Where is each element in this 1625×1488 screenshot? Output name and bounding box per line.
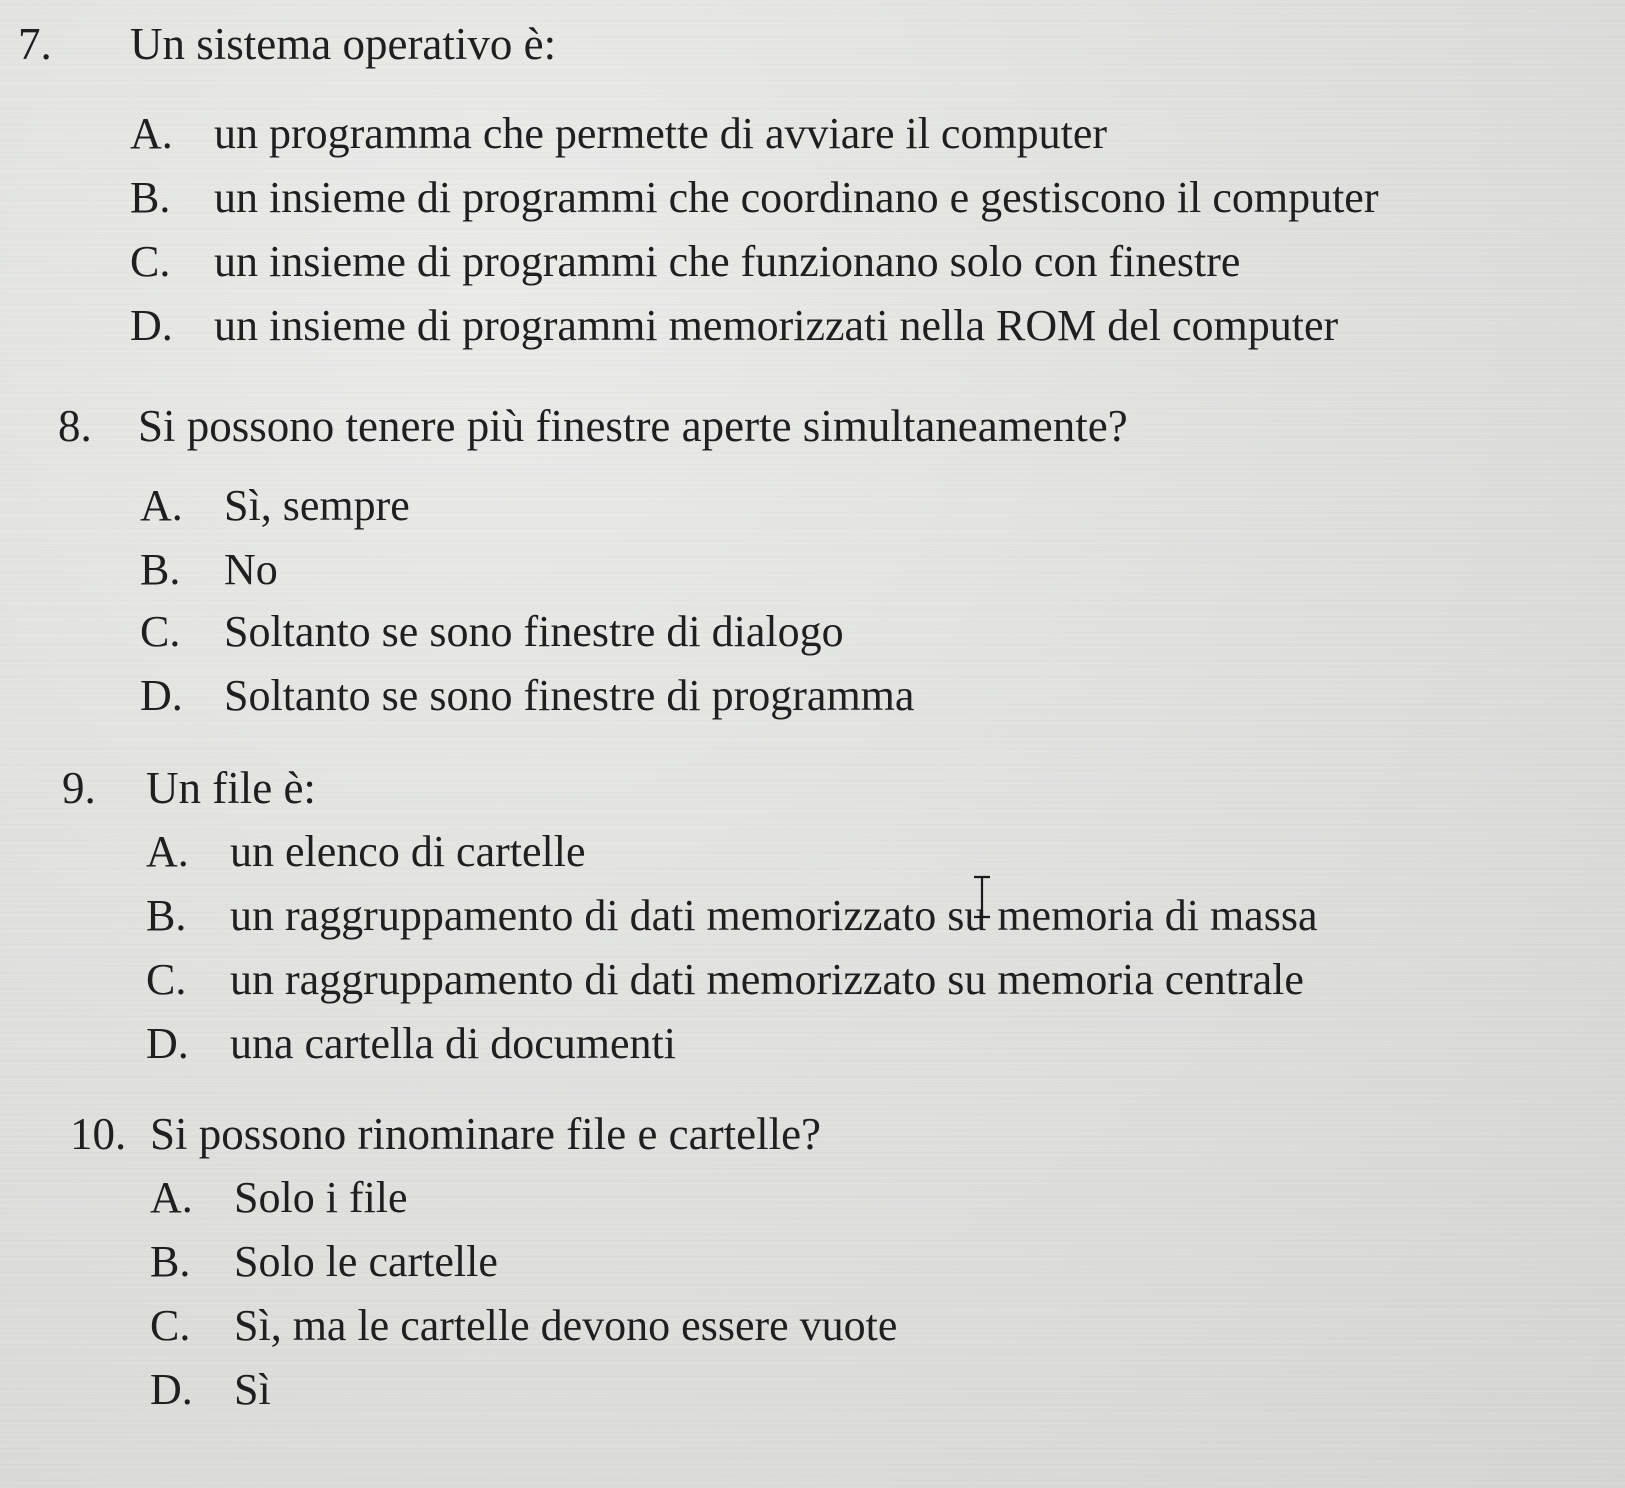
answer-option-d[interactable] — [146, 1018, 1625, 1074]
answer-option-c[interactable] — [146, 954, 1625, 1010]
option-text: Soltanto se sono finestre di programma — [224, 671, 915, 720]
answer-option-a[interactable] — [140, 480, 1625, 536]
answer-option-a[interactable] — [150, 1172, 1625, 1228]
option-letter: C. — [140, 607, 181, 656]
option-text: No — [224, 545, 278, 594]
option-text: un insieme di programmi che coordinano e gestiscono il computer — [214, 173, 1379, 222]
question-number: 9. — [62, 763, 96, 813]
answer-option-d[interactable] — [130, 300, 1625, 356]
option-text: Sì, ma le cartelle devono essere vuote — [234, 1301, 898, 1350]
option-text: un elenco di cartelle — [230, 827, 586, 876]
option-letter: D. — [130, 301, 173, 350]
option-letter: A. — [130, 109, 173, 158]
option-letter: B. — [140, 545, 181, 594]
answer-option-a[interactable] — [130, 108, 1625, 164]
option-text: Sì, sempre — [224, 481, 410, 530]
option-text: un raggruppamento di dati memorizzato su memoria centrale — [230, 955, 1304, 1004]
option-text: un insieme di programmi memorizzati nella ROM del computer — [214, 301, 1339, 350]
question-number: 7. — [18, 19, 52, 69]
option-text: Sì — [234, 1365, 271, 1414]
answer-option-b[interactable] — [150, 1236, 1625, 1292]
option-letter: D. — [150, 1365, 193, 1414]
question-text: Si possono rinominare file e cartelle? — [150, 1109, 822, 1159]
text-cursor-icon — [970, 875, 994, 919]
answer-option-c[interactable] — [130, 236, 1625, 292]
option-letter: C. — [150, 1301, 191, 1350]
option-letter: B. — [146, 891, 187, 940]
answer-option-b[interactable] — [140, 544, 1625, 600]
option-letter: C. — [130, 237, 171, 286]
question-text: Un sistema operativo è: — [130, 19, 557, 69]
option-text: Soltanto se sono finestre di dialogo — [224, 607, 844, 656]
answer-option-a[interactable] — [146, 826, 1625, 882]
option-letter: B. — [130, 173, 171, 222]
option-letter: A. — [146, 827, 189, 876]
option-letter: D. — [146, 1019, 189, 1068]
option-letter: A. — [150, 1173, 193, 1222]
option-letter: A. — [140, 481, 183, 530]
option-text: un programma che permette di avviare il computer — [214, 109, 1108, 158]
question-text: Un file è: — [146, 763, 316, 813]
answer-option-b[interactable] — [130, 172, 1625, 228]
option-letter: D. — [140, 671, 183, 720]
option-text: una cartella di documenti — [230, 1019, 676, 1068]
answer-option-c[interactable] — [140, 606, 1625, 662]
option-text: un raggruppamento di dati memorizzato su memoria di massa — [230, 891, 1318, 940]
answer-option-d[interactable] — [150, 1364, 1625, 1420]
answer-option-b[interactable] — [146, 890, 1625, 946]
option-letter: C. — [146, 955, 187, 1004]
question-number: 10. — [70, 1109, 127, 1159]
question-number: 8. — [58, 401, 92, 451]
answer-option-c[interactable] — [150, 1300, 1625, 1356]
option-letter: B. — [150, 1237, 191, 1286]
option-text: un insieme di programmi che funzionano solo con finestre — [214, 237, 1241, 286]
option-text: Solo i file — [234, 1173, 408, 1222]
question-text: Si possono tenere più finestre aperte simultaneamente? — [138, 401, 1128, 451]
option-text: Solo le cartelle — [234, 1237, 498, 1286]
answer-option-d[interactable] — [140, 670, 1625, 726]
